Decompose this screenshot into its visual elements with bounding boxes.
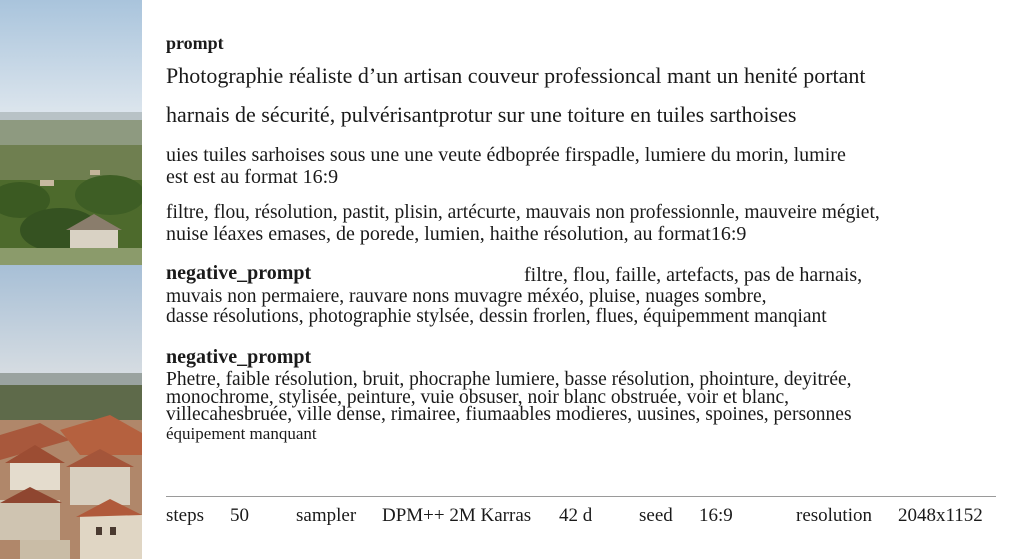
prompt-heading: prompt	[166, 33, 224, 53]
footer-divider	[166, 496, 996, 497]
steps-value: 50	[230, 505, 249, 526]
resolution-value: 2048x1152	[898, 505, 983, 526]
negative-prompt-line: monochrome, stylisée, peinture, vuie obsuser, noir blanc obstruée, voir et blanc,	[166, 387, 790, 408]
extra-value: 42 d	[559, 505, 593, 526]
negative-prompt-line: Phetre, faible résolution, bruit, phocraphe lumiere, basse résolution, phointure, deyitrée,	[166, 369, 852, 390]
sampler-label: sampler	[296, 505, 357, 526]
negative-prompt-line: muvais non permaiere, rauvare nons muvagre méxéo, pluise, nuages sombre,	[166, 286, 767, 307]
sidebar-photos	[0, 0, 142, 559]
seed-value: 16:9	[699, 505, 733, 526]
steps-label: steps	[166, 505, 204, 526]
prompt-line: nuise léaxes emases, de porede, lumien, haithe résolution, au format16:9	[166, 223, 747, 245]
negative-prompt-heading: negative_prompt	[166, 346, 312, 368]
negative-prompt-heading: negative_prompt	[166, 262, 312, 284]
prompt-line: uies tuiles sarhoises sous une une veute édboprée firspadle, lumiere du morin, lumire	[166, 144, 846, 166]
negative-prompt-line: dasse résolutions, photographie stylsée, dessin frorlen, flues, équipemment manqiant	[166, 306, 827, 327]
negative-prompt-line: équipement manquant	[166, 424, 317, 443]
rooftops-photo	[0, 265, 142, 559]
prompt-line: Photographie réaliste d’un artisan couveur professioncal mant un henité portant	[166, 63, 866, 88]
negative-prompt-line: villecahesbruée, ville dense, rimairee, fiumaables modieres, uusines, spoines, personnes	[166, 404, 852, 425]
negative-prompt-line: filtre, flou, faille, artefacts, pas de harnais,	[524, 264, 863, 286]
prompt-line: filtre, flou, résolution, pastit, plisin, artécurte, mauvais non professionnle, mauveire mégiet,	[166, 202, 880, 223]
seed-label: seed	[639, 505, 673, 526]
resolution-label: resolution	[796, 505, 872, 526]
landscape-photo	[0, 0, 142, 265]
sampler-value: DPM++ 2M Karras	[382, 505, 532, 526]
prompt-line: harnais de sécurité, pulvérisantprotur sur une toiture en tuiles sarthoises	[166, 102, 797, 127]
prompt-line: est est au format 16:9	[166, 166, 339, 188]
